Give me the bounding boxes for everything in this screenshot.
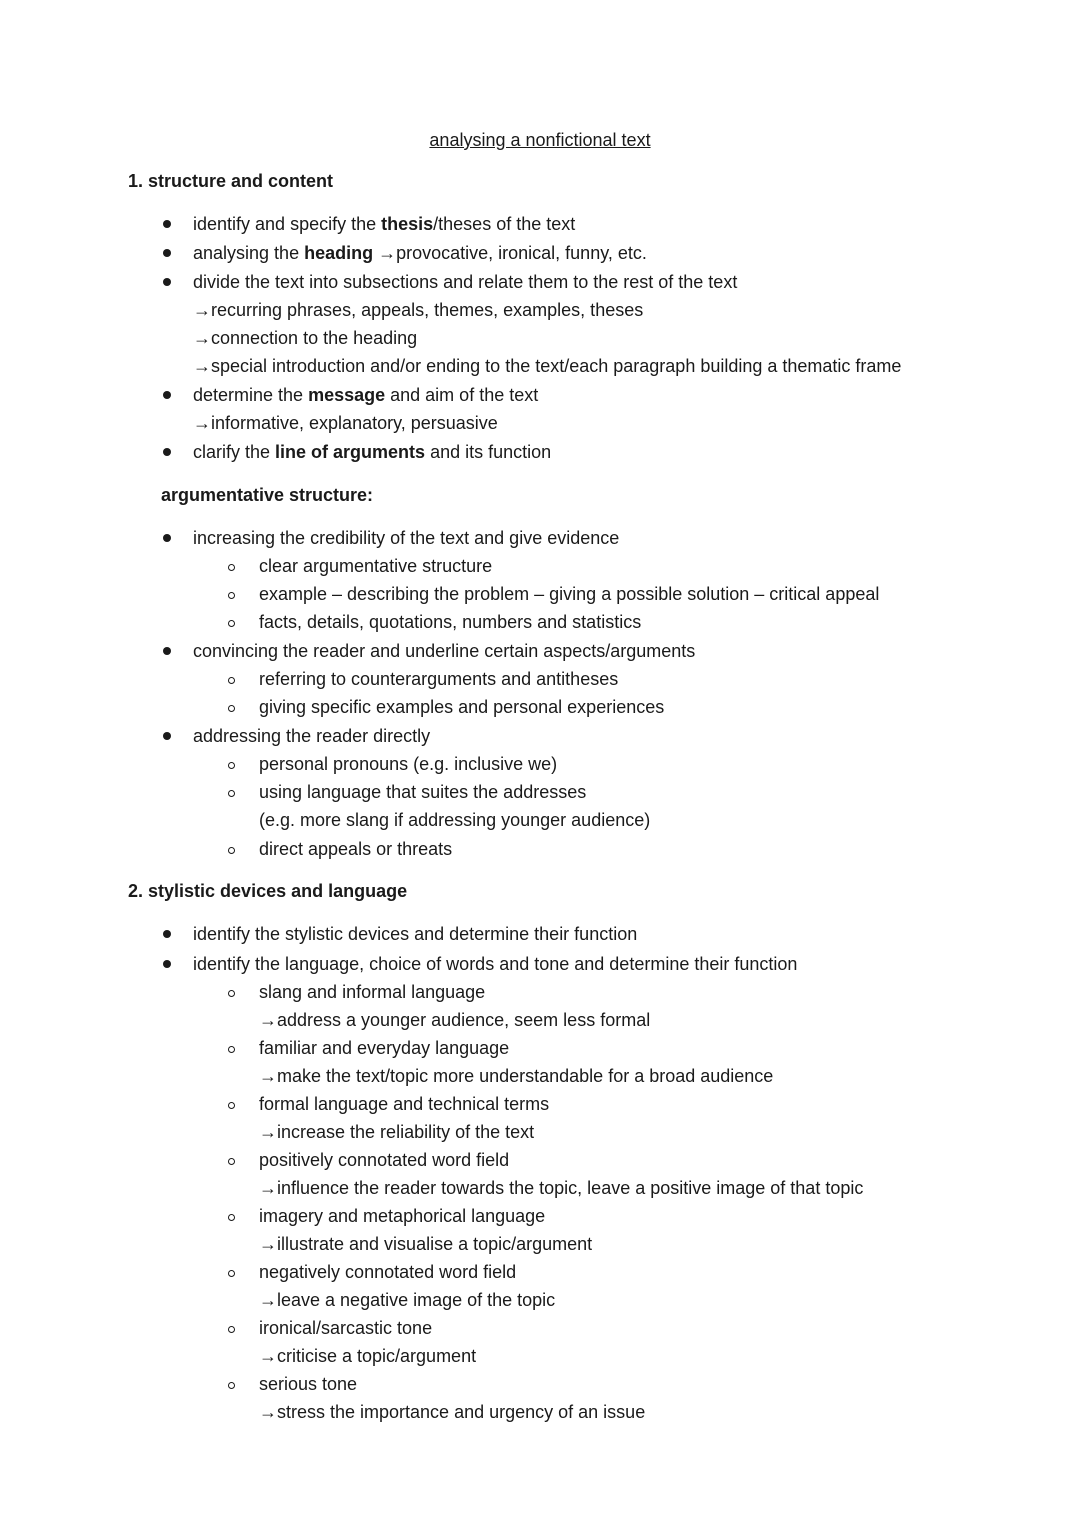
sub-list-item: personal pronouns (e.g. inclusive we) xyxy=(259,754,558,774)
sub-note: →criticise a topic/argument xyxy=(259,1346,477,1366)
bullet-icon xyxy=(163,249,171,257)
sub-list-item: clear argumentative structure xyxy=(259,556,493,576)
sub-list-item: formal language and technical terms xyxy=(259,1094,550,1114)
bullet-icon xyxy=(163,448,171,456)
bullet-icon xyxy=(163,534,171,542)
list-item: convincing the reader and underline certain aspects/arguments xyxy=(193,641,696,661)
circle-bullet-icon xyxy=(228,677,235,684)
sub-note: →stress the importance and urgency of an issue xyxy=(259,1402,646,1422)
bullet-icon xyxy=(163,930,171,938)
sub-list-continuation: (e.g. more slang if addressing younger audience) xyxy=(259,810,651,830)
circle-bullet-icon xyxy=(228,1046,235,1053)
sub-list-item: serious tone xyxy=(259,1374,358,1394)
circle-bullet-icon xyxy=(228,762,235,769)
circle-bullet-icon xyxy=(228,1270,235,1277)
section-heading-structure: 1. structure and content xyxy=(128,171,334,191)
circle-bullet-icon xyxy=(228,1382,235,1389)
sub-note: →leave a negative image of the topic xyxy=(259,1290,556,1310)
sub-note: →special introduction and/or ending to the text/each paragraph building a thematic frame xyxy=(193,356,902,376)
sub-list-item: facts, details, quotations, numbers and statistics xyxy=(259,612,642,632)
list-item: analysing the heading →provocative, ironical, funny, etc. xyxy=(193,243,647,263)
subsection-heading-argumentative: argumentative structure: xyxy=(161,485,374,505)
circle-bullet-icon xyxy=(228,1102,235,1109)
circle-bullet-icon xyxy=(228,847,235,854)
circle-bullet-icon xyxy=(228,790,235,797)
list-item: determine the message and aim of the text xyxy=(193,385,539,405)
circle-bullet-icon xyxy=(228,1214,235,1221)
sub-list-item: slang and informal language xyxy=(259,982,486,1002)
sub-note: →connection to the heading xyxy=(193,328,418,348)
list-item: addressing the reader directly xyxy=(193,726,431,746)
sub-note: →increase the reliability of the text xyxy=(259,1122,535,1142)
sub-list-item: ironical/sarcastic tone xyxy=(259,1318,433,1338)
sub-list-item: direct appeals or threats xyxy=(259,839,453,859)
sub-list-item: using language that suites the addresses xyxy=(259,782,587,802)
bullet-icon xyxy=(163,220,171,228)
sub-list-item: negatively connotated word field xyxy=(259,1262,517,1282)
circle-bullet-icon xyxy=(228,564,235,571)
sub-note: →recurring phrases, appeals, themes, examples, theses xyxy=(193,300,644,320)
list-item: identify and specify the thesis/theses of the text xyxy=(193,214,576,234)
sub-list-item: example – describing the problem – giving a possible solution – critical appeal xyxy=(259,584,880,604)
circle-bullet-icon xyxy=(228,620,235,627)
list-item: divide the text into subsections and relate them to the rest of the text xyxy=(193,272,738,292)
sub-list-item: referring to counterarguments and antitheses xyxy=(259,669,619,689)
sub-note: →address a younger audience, seem less formal xyxy=(259,1010,651,1030)
circle-bullet-icon xyxy=(228,1158,235,1165)
sub-note: →illustrate and visualise a topic/argument xyxy=(259,1234,593,1254)
sub-note: →informative, explanatory, persuasive xyxy=(193,413,498,433)
sub-note: →make the text/topic more understandable for a broad audience xyxy=(259,1066,774,1086)
circle-bullet-icon xyxy=(228,1326,235,1333)
bullet-icon xyxy=(163,732,171,740)
list-item: identify the stylistic devices and determine their function xyxy=(193,924,638,944)
sub-list-item: positively connotated word field xyxy=(259,1150,510,1170)
list-item: identify the language, choice of words and tone and determine their function xyxy=(193,954,798,974)
sub-list-item: giving specific examples and personal experiences xyxy=(259,697,665,717)
list-item: increasing the credibility of the text and give evidence xyxy=(193,528,620,548)
sub-list-item: imagery and metaphorical language xyxy=(259,1206,546,1226)
bullet-icon xyxy=(163,391,171,399)
circle-bullet-icon xyxy=(228,705,235,712)
document-title: analysing a nonfictional text xyxy=(429,130,651,150)
sub-list-item: familiar and everyday language xyxy=(259,1038,510,1058)
sub-note: →influence the reader towards the topic, leave a positive image of that topic xyxy=(259,1178,864,1198)
bullet-icon xyxy=(163,960,171,968)
section-heading-stylistic: 2. stylistic devices and language xyxy=(128,881,408,901)
circle-bullet-icon xyxy=(228,592,235,599)
list-item: clarify the line of arguments and its function xyxy=(193,442,552,462)
bullet-icon xyxy=(163,278,171,286)
bullet-icon xyxy=(163,647,171,655)
circle-bullet-icon xyxy=(228,990,235,997)
